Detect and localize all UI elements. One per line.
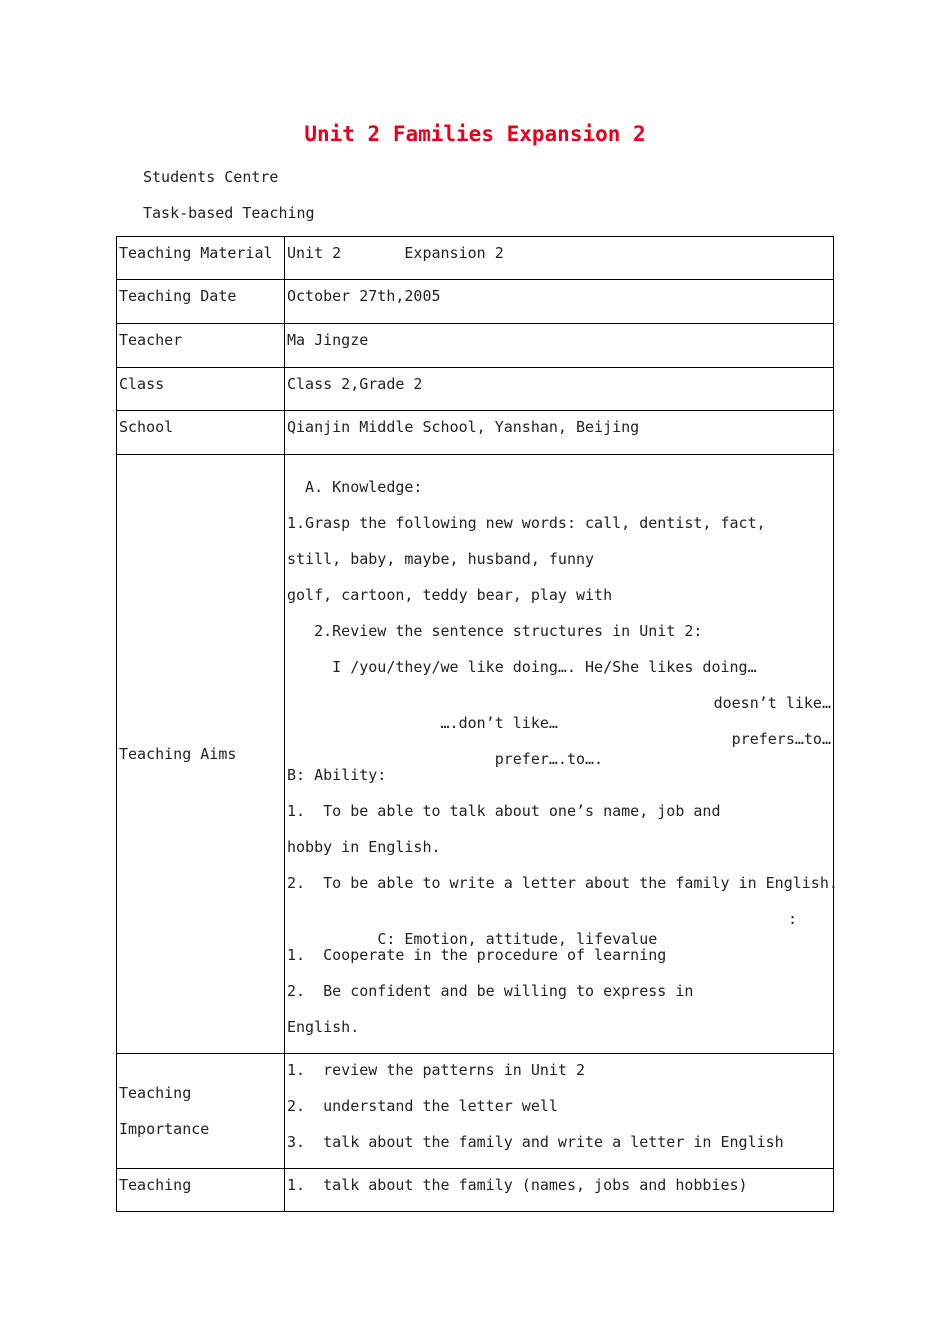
aims-structure-1: I /you/they/we like doing…. He/She likes doing…: [287, 658, 757, 676]
label-class: Class: [119, 375, 165, 393]
aims-a-heading: A. Knowledge:: [287, 478, 423, 496]
aims-structure-3: [287, 729, 833, 768]
label-material: Teaching Material: [119, 244, 273, 262]
label-date: Teaching Date: [119, 287, 237, 305]
aims-structure-2-left: ….don’t like…: [377, 714, 558, 732]
teaching-item-1: 1. talk about the family (names, jobs and hobbies): [287, 1176, 748, 1194]
aims-c-heading-text: C: Emotion, attitude, lifevalue: [377, 930, 658, 948]
label-school: School: [119, 418, 174, 436]
label-importance-line2: Importance: [119, 1120, 210, 1138]
label-importance-line1: Teaching: [119, 1084, 192, 1102]
value-date: October 27th,2005: [287, 287, 441, 305]
table-row: [117, 411, 834, 455]
aims-structure-2-right: doesn’t like…: [713, 694, 831, 712]
aims-c-colon: :: [787, 910, 797, 928]
importance-item-3: 3. talk about the family and write a letter in English: [287, 1133, 784, 1151]
label-teacher: Teacher: [119, 331, 183, 349]
aims-b1-line2: hobby in English.: [287, 838, 441, 856]
aims-b-heading: B: Ability:: [287, 766, 387, 784]
document-title: Unit 2 Families Expansion 2: [304, 122, 646, 146]
aims-c-heading: [287, 909, 833, 948]
table-row: [117, 280, 834, 324]
label-aims: Teaching Aims: [119, 745, 237, 763]
table-row-importance: [117, 1054, 834, 1169]
subtitle-students-centre: Students Centre: [143, 168, 279, 186]
label-teaching: Teaching: [119, 1176, 192, 1194]
subtitle-task-based: Task-based Teaching: [143, 204, 315, 222]
aims-a2: 2.Review the sentence structures in Unit 2:: [287, 622, 703, 640]
table-row-aims: [117, 455, 834, 1054]
table-row: [117, 368, 834, 411]
aims-c2-line1: 2. Be confident and be willing to express in: [287, 982, 694, 1000]
aims-a1-line1: 1.Grasp the following new words: call, dentist, fact,: [287, 514, 766, 532]
lesson-plan-table: [116, 236, 838, 1212]
value-teacher: Ma Jingze: [287, 331, 369, 349]
aims-structure-3-left: prefer….to….: [377, 750, 604, 768]
importance-item-2: 2. understand the letter well: [287, 1097, 558, 1115]
value-material: Unit 2 Expansion 2: [287, 244, 504, 262]
aims-a1-line3: golf, cartoon, teddy bear, play with: [287, 586, 613, 604]
table-row: [117, 324, 834, 368]
aims-structure-2: [287, 693, 833, 732]
value-school: Qianjin Middle School, Yanshan, Beijing: [287, 418, 640, 436]
aims-b1-line1: 1. To be able to talk about one’s name, job and: [287, 802, 721, 820]
aims-a1-line2: still, baby, maybe, husband, funny: [287, 550, 595, 568]
value-class: Class 2,Grade 2: [287, 375, 423, 393]
aims-c2-line2: English.: [287, 1018, 360, 1036]
table-row-teaching: [117, 1169, 834, 1212]
aims-structure-3-right: prefers…to…: [731, 730, 831, 748]
aims-b2: 2. To be able to write a letter about the family in English.: [287, 874, 838, 892]
aims-c1: 1. Cooperate in the procedure of learning: [287, 946, 667, 964]
table-row: [117, 237, 834, 280]
importance-item-1: 1. review the patterns in Unit 2: [287, 1061, 586, 1079]
